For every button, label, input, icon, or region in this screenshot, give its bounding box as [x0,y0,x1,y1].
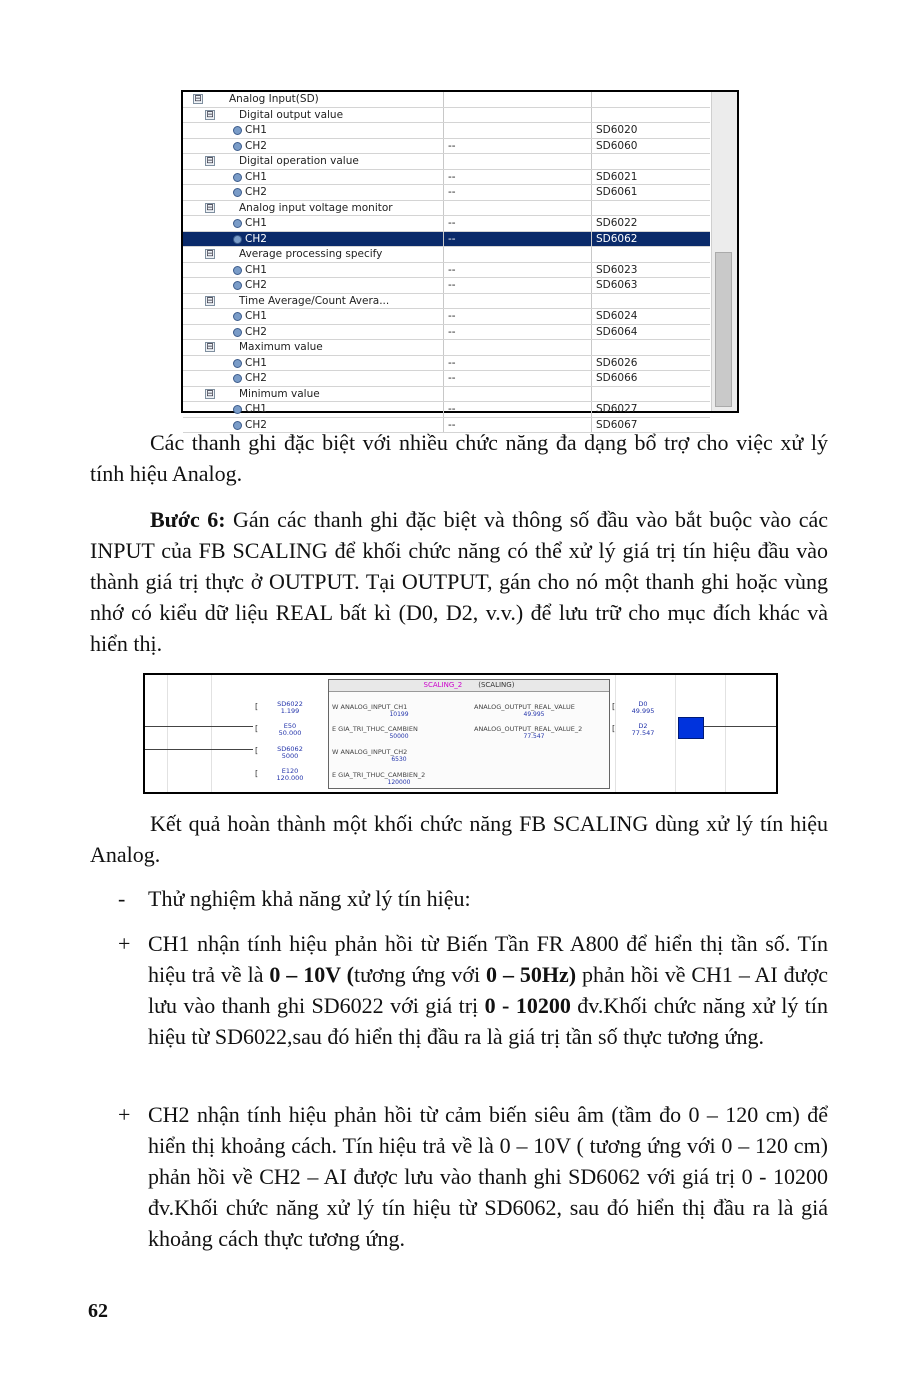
ladder-rung [702,726,776,727]
operand-bracket: [ [255,746,259,755]
tree-cell-device: SD6067 [596,418,638,431]
tree-cell-item [183,154,444,169]
operand-bracket: [ [612,724,616,733]
step-6-label: Bước 6: [150,507,226,532]
parameter-icon [233,235,242,244]
tree-cell-device [593,387,710,402]
tree-cell-item [183,92,444,107]
tree-cell-item [183,247,444,262]
tree-item-label: CH2 [245,279,267,291]
fb-input-pin-1: W ANALOG_INPUT_CH1 [332,703,408,711]
fb-output-pin-2-value: 77.547 [523,733,545,740]
tree-cell-item [183,309,444,324]
tree-item-label: CH2 [245,139,267,152]
tree-cell-device: SD6022 [596,217,638,229]
tree-cell-device [593,247,710,262]
tree-row[interactable] [183,170,710,186]
fb-instance-name: SCALING_2 [423,681,463,689]
tree-cell-device [593,108,710,123]
tree-cell-value [444,387,592,402]
tree-cell-device [593,340,710,355]
tree-cell-device: SD6063 [596,279,638,291]
tree-cell-value: -- [444,216,592,231]
tree-item-label: Average processing specify [239,248,383,260]
ch1-text-2: tương ứng với [353,962,487,987]
fb-input-pin-2: E GIA_TRI_THUC_CAMBIEN [332,725,418,733]
tree-row[interactable] [183,340,710,356]
fb-input-pin-2-value: 50000 [389,733,409,740]
collapse-toggle-icon[interactable]: ⊟ [206,342,214,352]
input-device-1-value: 1.199 [280,707,300,715]
tree-cell-item [183,185,444,200]
tree-cell-device [593,294,710,309]
tree-cell-item [183,139,444,154]
parameter-icon [233,359,242,368]
tree-cell-value: -- [444,139,592,154]
editor-cursor[interactable] [678,717,704,739]
tree-cell-value: -- [444,309,592,324]
tree-item-label: CH1 [245,310,267,322]
fb-scaling-block[interactable] [328,679,610,789]
paragraph-ch2: CH2 nhận tính hiệu phản hồi từ cảm biến siêu âm (tầm đo 0 – 120 cm) để hiển thị khoảng cách. Tín hiệu trả về là 0 – 10V ( tương ứng với 0 – 120 cm) phản hồi về CH2 – AI được lưu vào thanh ghi SD6062 với giá trị 0 - 10200 đv.Khối chức năng xử lý tín hiệu từ SD6062, sau đó hiển thị đầu ra là giá khoảng cách thực tương ứng. [148,1102,828,1251]
ladder-rung [145,749,253,750]
tree-row[interactable] [183,201,710,217]
scrollbar-thumb[interactable] [715,252,732,407]
tree-cell-device: SD6027 [596,403,638,415]
paragraph-fb-result: Kết quả hoàn thành một khối chức năng FB SCALING dùng xử lý tín hiệu Analog. [90,811,828,867]
tree-cell-value: -- [444,325,592,340]
tree-cell-device: SD6061 [596,186,638,198]
ch1-frequency-range: 0 – 50Hz) [486,962,577,987]
tree-cell-item [183,325,444,340]
input-device-2-value: 50.000 [278,729,302,737]
tree-item-label: CH2 [245,372,267,384]
collapse-toggle-icon[interactable]: ⊟ [206,202,214,213]
fb-output-pin-1: ANALOG_OUTPUT_REAL_VALUE [474,703,575,711]
fb-input-pin-4: E GIA_TRI_THUC_CAMBIEN_2 [332,771,426,779]
input-device-3-name: SD6062 [277,745,303,753]
tree-cell-value [444,201,592,216]
grid-line [615,675,616,792]
parameter-icon [233,142,242,151]
fb-input-pin-3-value: 6530 [391,756,407,763]
tree-cell-value: -- [444,170,592,185]
grid-line [167,675,168,792]
tree-cell-item [183,201,444,216]
operand-bracket: [ [255,724,259,733]
tree-row[interactable] [183,185,710,201]
tree-cell-value: -- [444,278,592,293]
tree-row[interactable] [183,247,710,263]
tree-cell-item [183,263,444,278]
tree-cell-value: -- [444,418,592,433]
parameter-tree-screenshot [181,90,739,431]
output-device-1-name: D0 [638,700,648,708]
bullet-test-signal: Thử nghiệm khả năng xử lý tín hiệu: [148,886,471,911]
tree-cell-value [444,247,592,262]
tree-item-label: CH2 [245,232,267,245]
tree-cell-value: -- [444,371,592,386]
tree-cell-value [444,294,592,309]
tree-item-label: CH1 [245,356,267,369]
tree-item-label: CH1 [245,403,267,415]
collapse-toggle-icon[interactable]: ⊟ [206,156,214,166]
tree-cell-item [183,340,444,355]
tree-item-label: CH2 [245,325,267,338]
tree-cell-item [183,356,444,371]
tree-cell-value: -- [444,263,592,278]
input-device-4-value: 120.000 [276,774,304,782]
bullet-plus-ch2: + [118,1102,131,1127]
tree-row[interactable] [183,387,710,403]
output-device-1-value: 49.995 [631,707,655,715]
input-device-4-name: E120 [281,767,299,775]
tree-cell-item [183,216,444,231]
parameter-icon [233,374,242,383]
ch1-value-range: 0 - 10200 [484,993,571,1018]
fb-output-pin-1-value: 49.995 [523,711,545,718]
collapse-toggle-icon[interactable]: ⊟ [206,109,214,120]
parameter-icon [233,312,242,321]
fb-scaling-ladder-screenshot [143,673,778,794]
tree-cell-value: -- [444,232,592,247]
tree-row[interactable] [183,402,710,418]
tree-item-label: Analog input voltage monitor [239,201,393,214]
parameter-icon [233,188,242,197]
parameter-icon [233,405,242,414]
tree-item-label: Analog Input(SD) [229,93,319,105]
grid-line [675,675,676,792]
tree-row[interactable] [183,325,710,341]
tree-item-label: CH1 [245,124,267,136]
paragraph-step-6 [90,504,828,659]
tree-cell-item [183,123,444,138]
parameter-icon [233,173,242,182]
parameter-icon [233,266,242,275]
tree-row[interactable] [183,216,710,232]
grid-line [725,675,726,792]
tree-cell-value [444,154,592,169]
tree-cell-value [444,340,592,355]
operand-bracket: [ [255,769,259,778]
tree-cell-device: SD6024 [596,310,638,322]
fb-input-pin-1-value: 10199 [389,711,409,718]
tree-cell-item [183,387,444,402]
tree-cell-device [593,201,710,216]
ladder-rung [145,726,253,727]
collapse-toggle-icon[interactable]: ⊟ [206,388,214,399]
output-device-1[interactable] [623,701,663,715]
paragraph-special-registers: Các thanh ghi đặc biệt với nhiều chức năng đa dạng bổ trợ cho việc xử lý tính hiệu Analog. [90,430,828,486]
page-number: 62 [88,1300,108,1322]
output-device-2-name: D2 [638,722,648,730]
tree-cell-value [444,123,592,138]
input-device-2[interactable] [270,723,310,737]
tree-cell-item [183,294,444,309]
tree-row[interactable] [183,232,710,248]
tree-item-label: CH1 [245,217,267,229]
tree-row[interactable] [183,154,710,170]
input-device-4[interactable] [270,768,310,782]
bullet-dash: - [118,886,126,911]
tree-item-label: Maximum value [239,341,323,353]
operand-bracket: [ [612,702,616,711]
tree-vertical-scrollbar[interactable] [711,92,737,411]
tree-row[interactable] [183,139,710,155]
tree-item-label: Digital operation value [239,155,359,167]
parameter-tree [183,92,710,431]
tree-cell-device [593,154,710,169]
step-6-text: Gán các thanh ghi đặc biệt và thông số đầu vào bắt buộc vào các INPUT của FB SCALING để khối chức năng có thể xử lý giá trị tín hiệu đầu vào thành giá trị thực ở OUTPUT. Tại OUTPUT, gán cho nó một thanh ghi hoặc vùng nhớ có kiểu dữ liệu REAL bất kì (D0, D2, v.v.) để lưu trữ cho mục đích khác và hiển thị. [90,507,828,656]
fb-type-name: (SCALING) [478,681,515,689]
tree-item-label: CH1 [245,263,267,276]
tree-cell-value: -- [444,356,592,371]
fb-header [329,680,609,692]
tree-row[interactable] [183,263,710,279]
parameter-icon [233,328,242,337]
parameter-icon [233,281,242,290]
tree-item-label: Minimum value [239,387,320,400]
collapse-toggle-icon[interactable]: ⊟ [206,249,214,259]
input-device-2-name: E50 [283,722,297,730]
input-device-3[interactable] [270,746,310,760]
parameter-icon [233,219,242,228]
input-device-1[interactable] [270,701,310,715]
tree-item-label: CH1 [245,170,267,183]
tree-row[interactable] [183,356,710,372]
input-device-1-name: SD6022 [277,700,303,708]
tree-cell-item [183,278,444,293]
tree-cell-value: -- [444,185,592,200]
tree-row[interactable] [183,92,710,108]
tree-row[interactable] [183,278,710,294]
tree-cell-device: SD6020 [596,124,638,136]
tree-cell-device: SD6066 [596,372,638,384]
collapse-toggle-icon[interactable]: ⊟ [194,94,202,104]
tree-cell-device: SD6021 [596,170,638,183]
operand-bracket: [ [255,702,259,711]
tree-cell-device: SD6062 [596,232,638,245]
tree-cell-item [183,170,444,185]
tree-cell-item [183,371,444,386]
tree-item-label: Time Average/Count Avera... [239,294,390,307]
grid-line [211,675,212,792]
fb-input-pin-4-value: 120000 [387,779,411,786]
tree-row[interactable] [183,371,710,387]
tree-item-label: CH2 [245,418,267,431]
tree-cell-item [183,402,444,417]
tree-cell-value [444,108,592,123]
parameter-icon [233,126,242,135]
collapse-toggle-icon[interactable]: ⊟ [206,295,214,306]
input-device-3-value: 5000 [281,752,299,760]
tree-cell-device [593,92,710,107]
tree-item-label: CH2 [245,186,267,198]
tree-cell-value: -- [444,402,592,417]
paragraph-ch1 [148,928,828,1052]
tree-cell-device: SD6064 [596,325,638,338]
tree-row[interactable] [183,123,710,139]
tree-cell-value [444,92,592,107]
tree-cell-device: SD6026 [596,356,638,369]
ch1-voltage-range: 0 – 10V ( [269,962,354,987]
tree-cell-device: SD6060 [596,139,638,152]
output-device-2[interactable] [623,723,663,737]
ch1-text-1: CH1 nhận tính hiệu phản hồi từ Biến Tần FR A800 để hiển thị tần số. Tín hiệu trả về là [148,931,828,987]
tree-row[interactable] [183,294,710,310]
tree-cell-device: SD6023 [596,263,638,276]
output-device-2-value: 77.547 [631,729,655,737]
ch1-text-4: đv.Khối chức năng xử lý tín hiệu từ SD6022,sau đó hiển thị đầu ra là giá trị tần số thực tương ứng. [148,993,828,1049]
ch1-text-3: phản hồi về CH1 – AI được lưu vào thanh ghi SD6022 với giá trị [148,962,828,1018]
fb-input-pin-3: W ANALOG_INPUT_CH2 [332,748,408,756]
bullet-plus-ch1: + [118,931,131,956]
tree-cell-item [183,108,444,123]
tree-cell-item [183,232,444,247]
tree-row[interactable] [183,309,710,325]
tree-item-label: Digital output value [239,108,344,121]
fb-output-pin-2: ANALOG_OUTPUT_REAL_VALUE_2 [474,725,583,733]
tree-row[interactable] [183,108,710,124]
